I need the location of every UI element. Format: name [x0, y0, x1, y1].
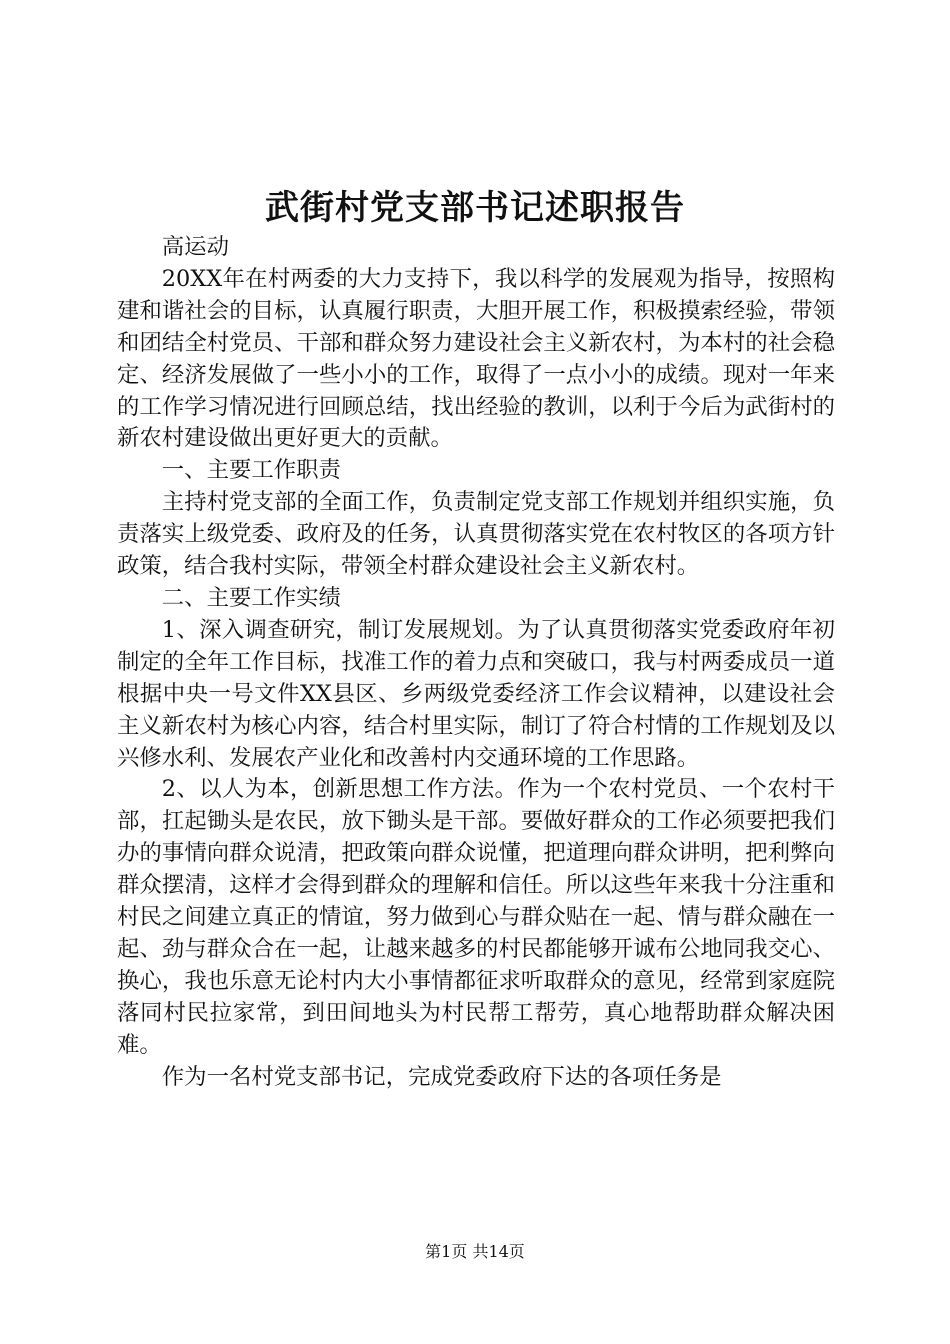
paragraph-achievement-2: 2、以人为本，创新思想工作方法。作为一个农村党员、一个农村干部，扛起锄头是农民，放下锄头是干部。要做好群众的工作必须要把我们办的事情向群众说清，把政策向群众说懂，把道理向群众讲明，把利弊向群众摆清，这样才会得到群众的理解和信任。所以这些年来我十分注重和村民之间建立真正的情谊，努力做到心与群众贴在一起、情与群众融在一起、劲与群众合在一起，让越来越多的村民都能够开诚布公地同我交心、换心，我也乐意无论村内大小事情都征求听取群众的意见，经常到家庭院落同村民拉家常，到田间地头为村民帮工帮劳，真心地帮助群众解决困难。	[117, 776, 835, 1058]
author-line: 高运动	[161, 234, 229, 260]
paragraph-duties: 主持村党支部的全面工作，负责制定党支部工作规划并组织实施，负责落实上级党委、政府及的任务，认真贯彻落实党在农村牧区的各项方针政策，结合我村实际，带领全村群众建设社会主义新农村。	[117, 489, 835, 580]
document-body	[117, 232, 835, 1093]
paragraph-intro: 20XX年在村两委的大力支持下，我以科学的发展观为指导，按照构建和谐社会的目标，认真履行职责，大胆开展工作，积极摸索经验，带领和团结全村党员、干部和群众努力建设社会主义新农村，为本村的社会稳定、经济发展做了一些小小的工作，取得了一点小小的成绩。现对一年来的工作学习情况进行回顾总结，找出经验的教训，以利于今后为武街村的新农村建设做出更好更大的贡献。	[117, 265, 835, 452]
page-footer: 第1页 共14页	[425, 1242, 525, 1261]
section-heading-duties: 一、主要工作职责	[161, 457, 341, 484]
paragraph-achievement-1: 1、深入调查研究，制订发展规划。为了认真贯彻落实党委政府年初制定的全年工作目标，找准工作的着力点和突破口，我与村两委成员一道根据中央一号文件XX县区、乡两级党委经济工作会议精神，以建设社会主义新农村为核心内容，结合村里实际，制订了符合村情的工作规划及以兴修水利、发展农产业化和改善村内交通环境的工作思路。	[117, 616, 835, 771]
document-title: 武街村党支部书记述职报告	[265, 188, 685, 228]
paragraph-continuation: 作为一名村党支部书记，完成党委政府下达的各项任务是	[161, 1063, 722, 1090]
section-heading-achievements: 二、主要工作实绩	[161, 584, 341, 611]
